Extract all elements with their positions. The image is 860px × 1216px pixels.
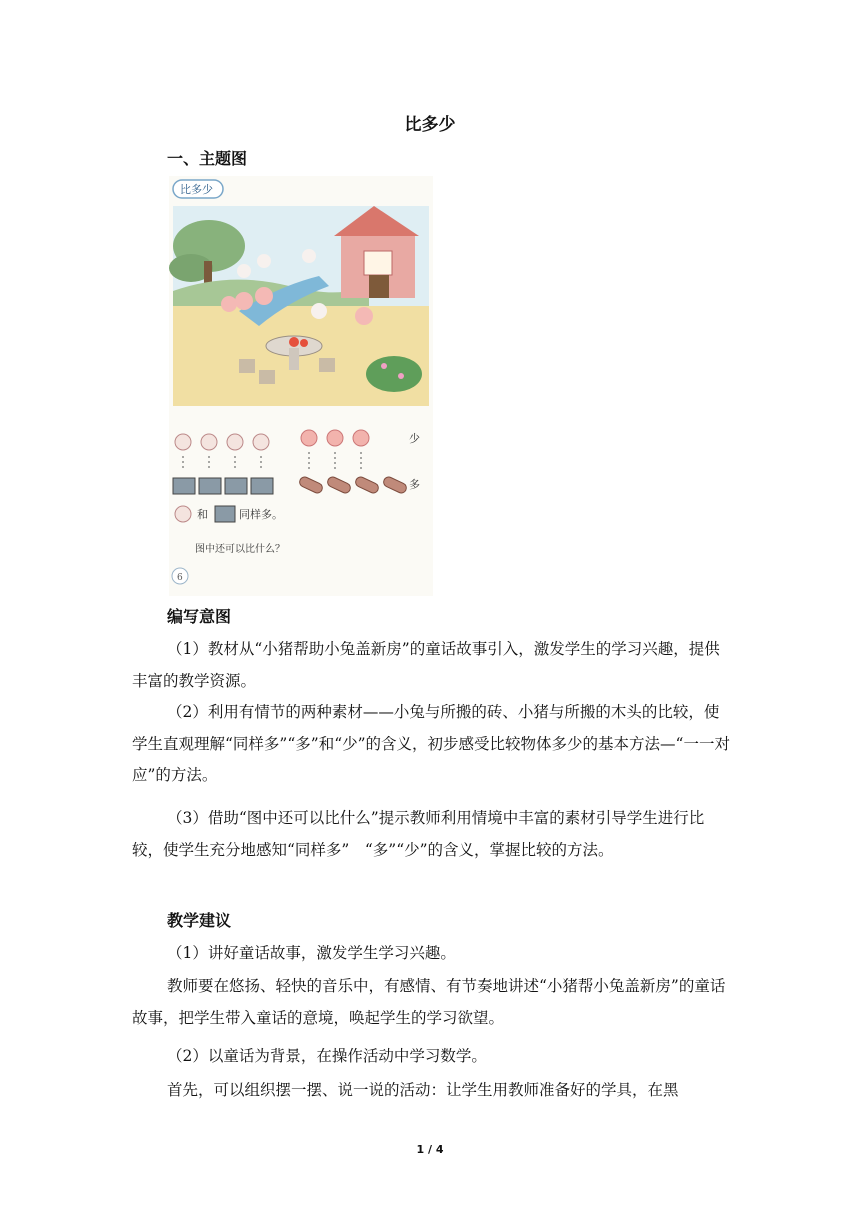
pig-row — [301, 430, 369, 446]
label-less: 少 — [409, 432, 420, 445]
rabbit-row — [175, 434, 269, 450]
figure-page-number: 6 — [177, 573, 183, 583]
section-heading-advice: 教学建议 — [167, 911, 232, 930]
section-heading-intent: 编写意图 — [167, 607, 232, 626]
figure-tag: 比多少 — [180, 183, 213, 196]
log-row — [298, 475, 408, 494]
section-heading-theme-picture: 一、主题图 — [167, 149, 248, 168]
page-footer: 1 / 4 — [416, 1143, 444, 1156]
figure-question: 图中还可以比什么？ — [195, 544, 285, 555]
theme-illustration-svg — [169, 176, 433, 596]
label-more: 多 — [409, 478, 420, 491]
advice-paragraph-4: 首先，可以组织摆一摆、说一说的活动：让学生用教师准备好的学具，在黑 — [167, 1081, 679, 1099]
theme-illustration — [169, 176, 433, 596]
intent-paragraph-1: （1）教材从“小猪帮助小兔盖新房”的童话故事引入，激发学生的学习兴趣，提供丰富的教学资源。 — [132, 640, 720, 690]
intent-paragraph-3: （3）借助“图中还可以比什么”提示教师利用情境中丰富的素材引导学生进行比较，使学生充分地感知“同样多” “多”“少”的含义，掌握比较的方法。 — [132, 809, 705, 859]
advice-paragraph-2: 教师要在悠扬、轻快的音乐中，有感情、有节奏地讲述“小猪帮小兔盖新房”的童话故事，把学生带入童话的意境，唤起学生的学习欲望。 — [132, 977, 726, 1027]
brick-row — [173, 478, 273, 494]
page-title: 比多少 — [404, 115, 456, 135]
same-text: 同样多。 — [239, 508, 283, 521]
advice-paragraph-3: （2）以童话为背景，在操作活动中学习数学。 — [167, 1047, 487, 1065]
same-text-and: 和 — [197, 508, 208, 521]
advice-paragraph-1: （1）讲好童话故事，激发学生学习兴趣。 — [167, 944, 456, 962]
intent-paragraph-2: （2）利用有情节的两种素材——小兔与所搬的砖、小猪与所搬的木头的比较，使学生直观理解“同样多”“多”和“少”的含义，初步感受比较物体多少的基本方法—“一一对应”的方法。 — [132, 703, 730, 784]
story-scene — [169, 206, 429, 406]
